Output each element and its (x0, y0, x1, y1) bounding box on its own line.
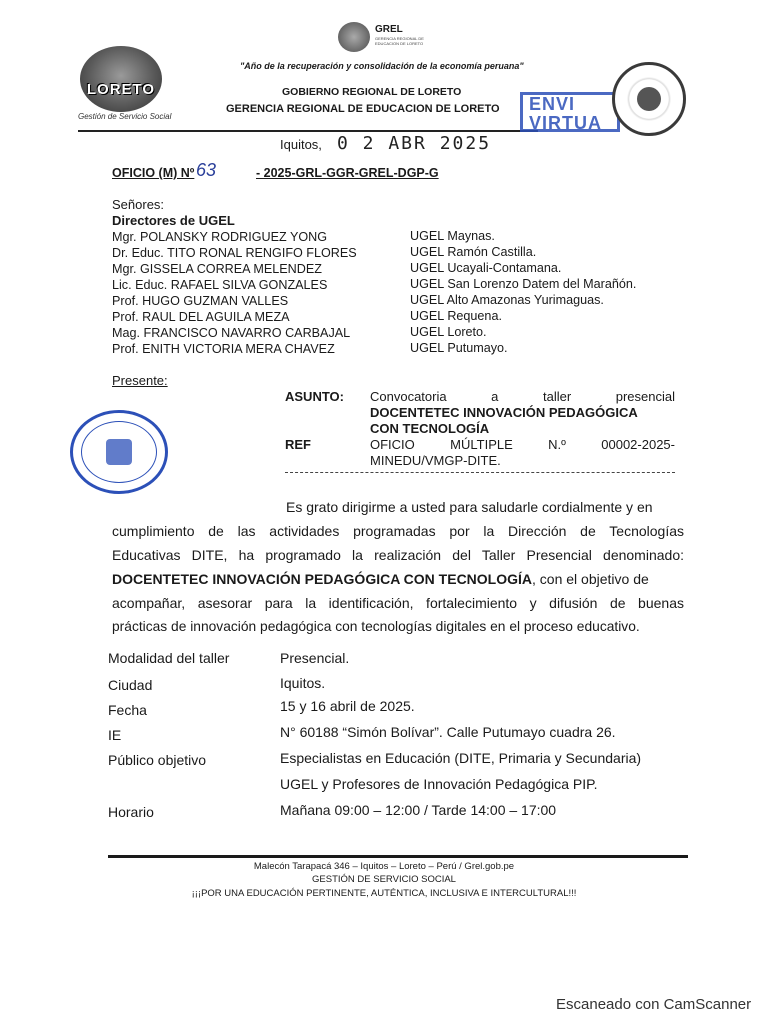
body-line: prácticas de innovación pedagógica con tecnologías digitales en el proceso educativo. (112, 619, 640, 634)
footer-slogan: ¡¡¡POR UNA EDUCACIÓN PERTINENTE, AUTÉNTICA, INCLUSIVA E INTERCULTURAL!!! (191, 888, 577, 899)
detail-label: Fecha (108, 702, 147, 718)
asunto-text: Convocatoria a taller presencial (370, 389, 675, 404)
seal-emblem-icon (106, 439, 132, 465)
detail-label: Modalidad del taller (108, 650, 230, 666)
body-line: acompañar, asesorar para la identificación, fortalecimiento y difusión de buenas (112, 595, 684, 611)
detail-value: Especialistas en Educación (DITE, Primaria y Secundaria) (280, 750, 642, 766)
oficio-prefix: OFICIO (M) Nº (112, 166, 195, 180)
addressee-ugel: UGEL Alto Amazonas Yurimaguas. (410, 293, 604, 307)
addressee-group: Directores de UGEL (112, 213, 235, 228)
envio-virtual-stamp (520, 92, 620, 132)
detail-label: Horario (108, 804, 154, 820)
loreto-logo (80, 46, 162, 112)
addressee-name: Lic. Educ. RAFAEL SILVA GONZALES (112, 278, 328, 292)
detail-value: 15 y 16 abril de 2025. (280, 698, 415, 714)
grel-logo (338, 22, 370, 52)
stamp-line-2: VIRTUA (529, 113, 602, 133)
detail-label: IE (108, 727, 122, 743)
ref-text-1: OFICIO MÚLTIPLE N.º 00002-2025- (370, 437, 675, 452)
addressee-name: Mgr. POLANSKY RODRIGUEZ YONG (112, 230, 328, 244)
addressee-ugel: UGEL Maynas. (410, 229, 495, 243)
year-motto: "Año de la recuperación y consolidación de la economía peruana" (240, 61, 524, 71)
presente-label: Presente: (112, 373, 168, 388)
detail-value: Presencial. (280, 650, 350, 666)
addressee-ugel: UGEL Ucayali-Contamana. (410, 261, 562, 275)
body-line (112, 567, 684, 591)
addressee-name: Prof. HUGO GUZMAN VALLES (112, 294, 289, 308)
footer-divider (108, 855, 688, 858)
detail-label: Público objetivo (108, 752, 207, 768)
seal-emblem-icon (637, 87, 661, 111)
addressee-name: Prof. RAUL DEL AGUILA MEZA (112, 310, 290, 324)
addressee-name: Mgr. GISSELA CORREA MELENDEZ (112, 262, 322, 276)
detail-value: Mañana 09:00 – 12:00 / Tarde 14:00 – 17:00 (280, 802, 557, 818)
asunto-label: ASUNTO: (285, 389, 344, 404)
loreto-logo-subtext: Gestión de Servicio Social (78, 112, 172, 121)
body-line: Es grato dirigirme a usted para saludarle cordialmente y en (286, 499, 653, 515)
header-line-1: GOBIERNO REGIONAL DE LORETO (282, 86, 462, 98)
body-line: Educativas DITE, ha programado la realización del Taller Presencial denominado: (112, 547, 684, 563)
header-line-2: GERENCIA REGIONAL DE EDUCACION DE LORETO (226, 103, 500, 115)
body-line-rest: , con el objetivo de (532, 571, 649, 587)
camscanner-watermark: Escaneado con CamScanner (556, 996, 752, 1013)
detail-label: Ciudad (108, 677, 153, 693)
workshop-name: DOCENTETEC INNOVACIÓN PEDAGÓGICA CON TECNOLOGÍA (112, 571, 533, 587)
addressee-ugel: UGEL Requena. (410, 309, 502, 323)
header-divider (78, 130, 538, 132)
stamp-line-1: ENVI (529, 94, 576, 114)
footer-office: GESTIÓN DE SERVICIO SOCIAL (312, 874, 456, 885)
addressee-ugel: UGEL Loreto. (410, 325, 487, 339)
asunto-title-2: CON TECNOLOGÍA (370, 421, 490, 436)
greeting: Señores: (112, 197, 165, 212)
grel-title: GREL (375, 24, 403, 35)
addressee-ugel: UGEL Putumayo. (410, 341, 508, 355)
body-paragraph (112, 495, 684, 639)
detail-value: UGEL y Profesores de Innovación Pedagógica PIP. (280, 776, 598, 792)
ref-text-2: MINEDU/VMGP-DITE. (370, 453, 501, 468)
ref-label: REF (285, 437, 311, 452)
oficio-code: - 2025-GRL-GGR-GREL-DGP-G (256, 166, 439, 180)
subject-divider (285, 472, 675, 473)
asunto-title-1: DOCENTETEC INNOVACIÓN PEDAGÓGICA (370, 405, 638, 420)
grel-tagline: GERENCIA REGIONAL DE EDUCACION DE LORETO (375, 36, 424, 46)
loreto-logo-text: LORETO (86, 81, 156, 98)
addressee-name: Mag. FRANCISCO NAVARRO CARBAJAL (112, 326, 351, 340)
addressee-name: Prof. ENITH VICTORIA MERA CHAVEZ (112, 342, 335, 356)
date-stamp: 0 2 ABR 2025 (337, 133, 492, 154)
body-line: cumplimiento de las actividades programadas por la Dirección de Tecnologías (112, 523, 684, 539)
detail-value: Iquitos. (280, 675, 326, 691)
oficio-number: 63 (196, 160, 217, 180)
detail-value: N° 60188 “Simón Bolívar”. Calle Putumayo cuadra 26. (280, 724, 616, 740)
addressee-ugel: UGEL Ramón Castilla. (410, 245, 537, 259)
footer-address: Malecón Tarapacá 346 – Iquitos – Loreto – Perú / Grel.gob.pe (253, 861, 515, 872)
grel-blue-seal (70, 410, 168, 494)
date-city: Iquitos, (280, 137, 322, 152)
addressee-ugel: UGEL San Lorenzo Datem del Marañón. (410, 277, 637, 291)
addressee-name: Dr. Educ. TITO RONAL RENGIFO FLORES (112, 246, 357, 260)
regional-seal-right (612, 62, 686, 136)
